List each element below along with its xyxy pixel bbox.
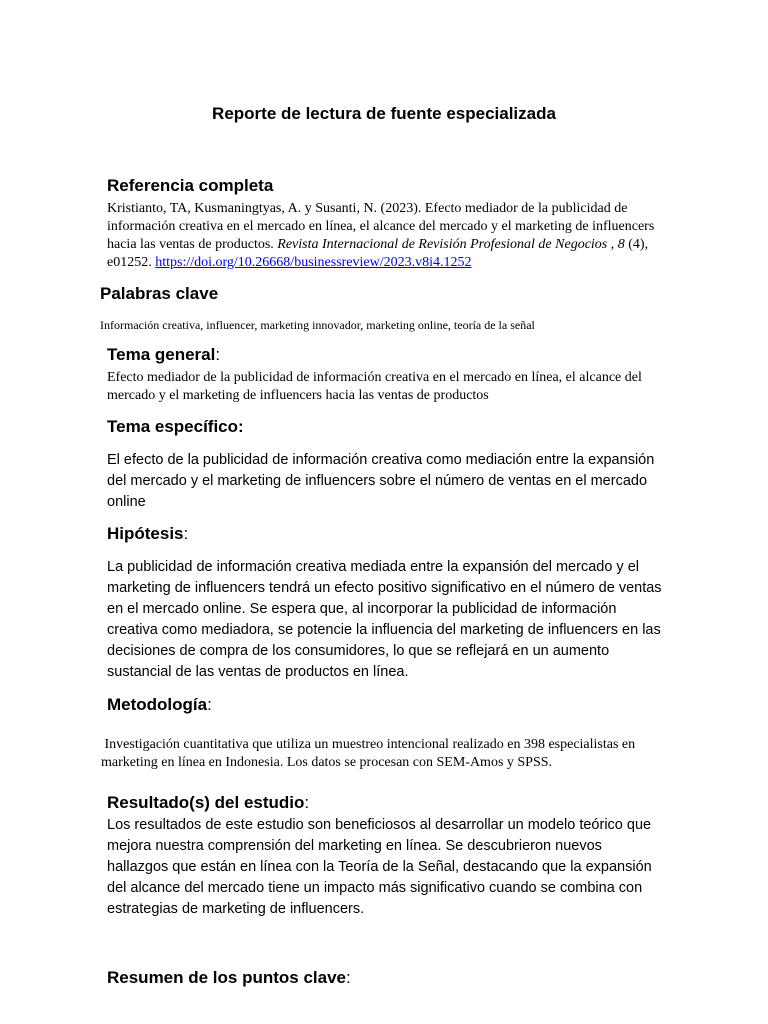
palabras-heading-text: Palabras clave: [100, 284, 219, 303]
referencia-heading: [107, 176, 273, 196]
referencia-sep: ,: [607, 237, 618, 252]
tema-general-heading-text: Tema general: [107, 345, 216, 364]
doi-link[interactable]: https://doi.org/10.26668/businessreview/2023.v8i4.1252: [155, 255, 472, 270]
referencia-authors-title: Kristianto, TA, Kusmaningtyas, A. y Susanti, N. (2023). Efecto mediador de la publicidad de información creativa en el mercado en línea, el alcance del mercado y el marketing de influencers hacia las ventas de productos.: [107, 201, 655, 252]
referencia-heading-text: Referencia completa: [107, 176, 274, 195]
tema-especifico-heading: [107, 417, 244, 437]
hipotesis-heading: [107, 524, 188, 544]
tema-general-colon: :: [215, 345, 221, 364]
resumen-heading: [107, 968, 351, 988]
metodologia-heading-text: Metodología: [107, 695, 208, 714]
palabras-heading: [100, 284, 218, 304]
referencia-volume: 8: [617, 237, 625, 252]
resumen-colon: :: [346, 968, 351, 987]
referencia-issue: (4), e01252.: [107, 237, 649, 270]
referencia-text: [107, 200, 659, 272]
metodologia-text: Investigación cuantitativa que utiliza un muestreo intencional realizado en 398 especialistas en marketing en línea en Indonesia. Los datos se procesan con SEM-Amos y SPSS.: [101, 737, 639, 770]
metodologia-heading: [107, 695, 212, 715]
resultados-text: Los resultados de este estudio son beneficiosos al desarrollar un modelo teórico que mejora nuestra comprensión del marketing en línea. Se descubrieron nuevos hallazgos que están en línea con la Teoría de la Señal, destacando que la expansión del alcance del mercado tiene un impacto más significativo cuando se combina con estrategias de marketing de influencers.: [107, 817, 652, 917]
resumen-heading-text: Resumen de los puntos clave: [107, 968, 347, 987]
hipotesis-colon: :: [183, 524, 189, 543]
resultados-heading: [107, 793, 309, 813]
metodologia-colon: :: [207, 695, 212, 714]
document-title: Reporte de lectura de fuente especializada: [212, 104, 556, 123]
hipotesis-heading-text: Hipótesis: [107, 524, 184, 543]
referencia-journal: Revista Internacional de Revisión Profesional de Negocios: [277, 237, 608, 252]
tema-especifico-text: El efecto de la publicidad de información creativa como mediación entre la expansión del mercado y el marketing de influencers sobre el número de ventas en el mercado online: [107, 452, 655, 510]
palabras-text: Información creativa, influencer, marketing innovador, marketing online, teoría de la señal: [100, 318, 535, 332]
tema-especifico-heading-text: Tema específico:: [107, 417, 244, 436]
tema-general-text: Efecto mediador de la publicidad de información creativa en el mercado en línea, el alcance del mercado y el marketing de influencers hacia las ventas de productos: [107, 370, 642, 403]
tema-general-heading: [107, 345, 220, 365]
resultados-heading-text: Resultado(s) del estudio: [107, 793, 305, 812]
hipotesis-text: La publicidad de información creativa mediada entre la expansión del mercado y el marketing de influencers tendrá un efecto positivo significativo en el número de ventas en el mercado online. Se espera que, al incorporar la publicidad de información creativa como mediadora, se potencie la influencia del marketing de influencers en las decisiones de compra de los consumidores, lo que se reflejará en un aumento sustancial de las ventas de productos en línea.: [107, 559, 662, 680]
resultados-colon: :: [304, 793, 310, 812]
